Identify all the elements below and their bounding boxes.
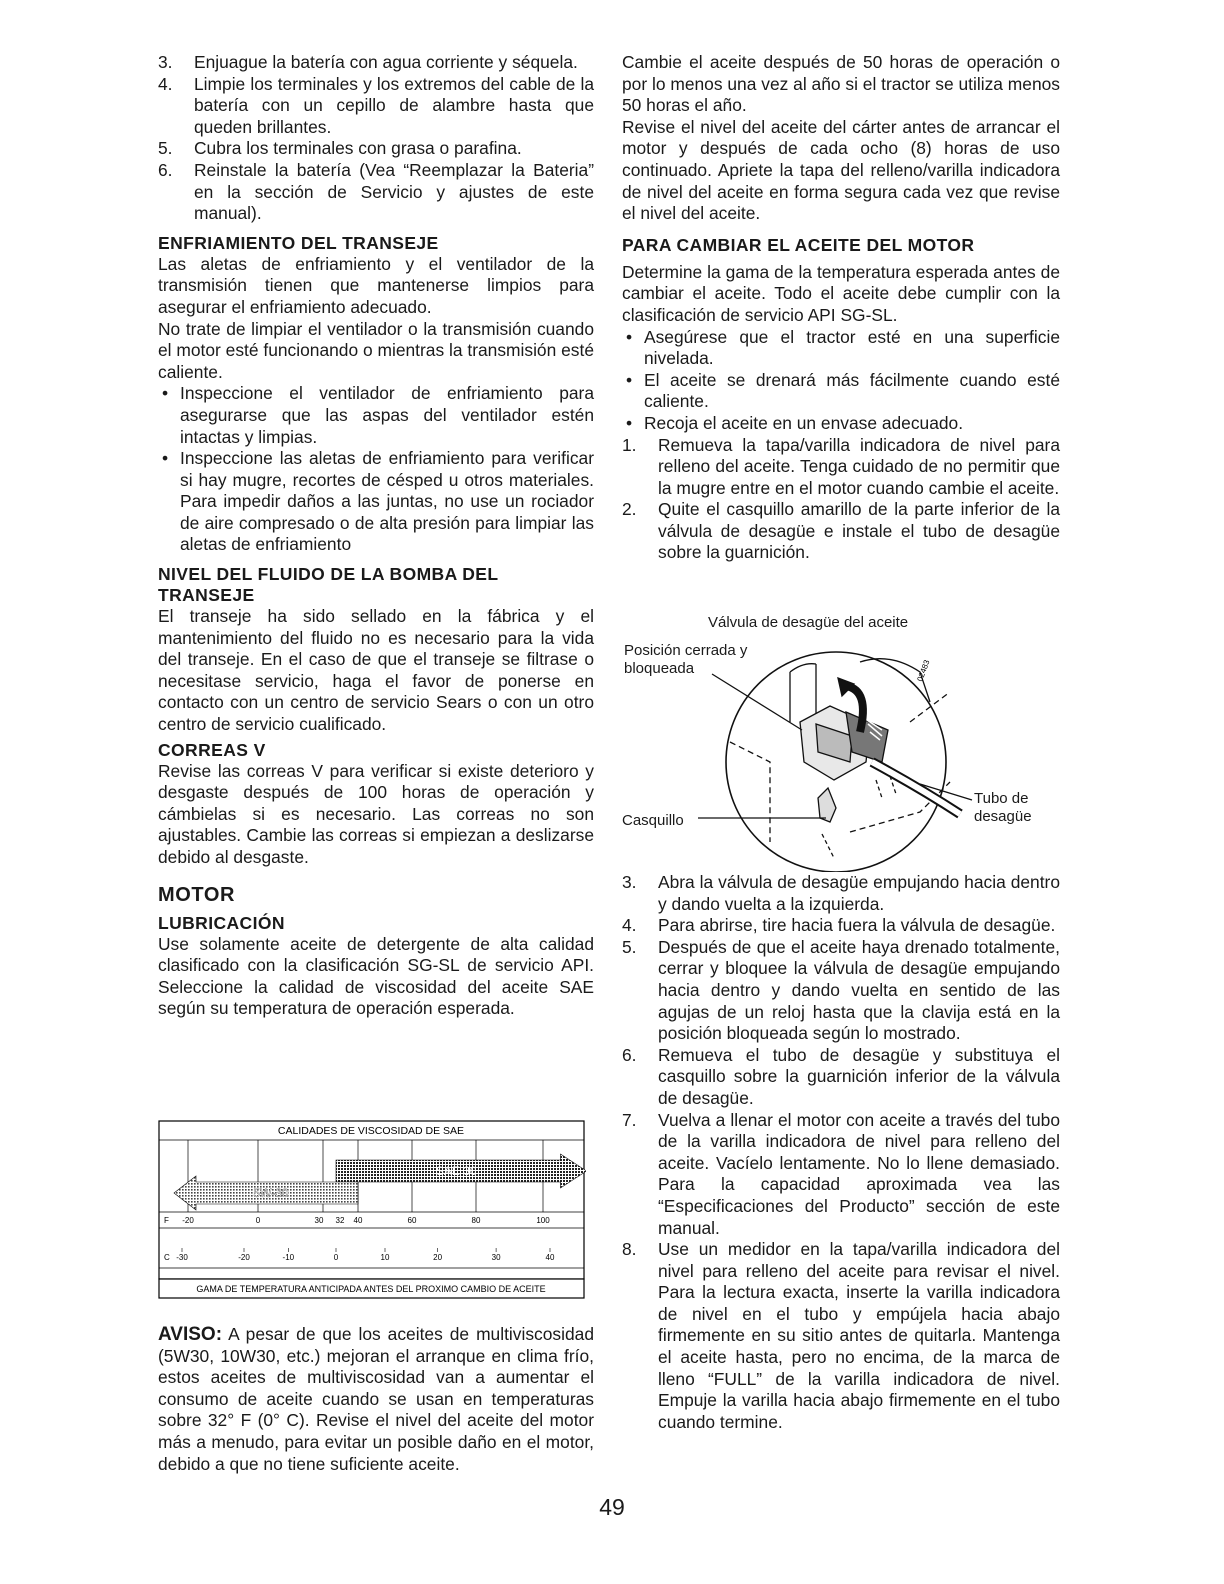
cooling-bullets <box>158 383 594 556</box>
lubrication-heading: LUBRICACIÓN <box>158 912 285 933</box>
change-oil-bullets <box>622 327 1060 435</box>
list-item: 4. Para abrirse, tire hacia fuera la válvula de desagüe. <box>622 915 1056 936</box>
belts-heading: CORREAS V <box>158 739 266 760</box>
figure-code: 02483 <box>915 658 932 683</box>
list-item: 1. Remueva la tapa/varilla indicadora de nivel para relleno del aceite. Tenga cuidado de no permitir que la mugre entre en el motor cuando cambie el aceite. <box>622 434 1060 498</box>
tick-label-c: 0 <box>333 1253 339 1262</box>
change-oil-paragraph: Determine la gama de la temperatura esperada antes de cambiar el aceite. Todo el aceite debe cumplir con la clasificación de servicio API SG-SL. <box>622 261 1060 325</box>
label-closed-position: Posición cerrada y <box>624 642 748 659</box>
list-item: • El aceite se drenará más fácilmente cuando esté caliente. <box>626 369 1060 412</box>
list-item: 3. Enjuague la batería con agua corriente y séquela. <box>158 52 578 72</box>
tick-label-c: 40 <box>545 1253 555 1262</box>
label-drain-tube-2: desagüe <box>974 808 1032 825</box>
tick-label-c: 10 <box>380 1253 390 1262</box>
pump-paragraph: El transeje ha sido sellado en la fábrica y el mantenimiento del fluido no es necesario para la vida del transeje. En el caso de que el transeje se filtrase o necesitase servicio, haga el favor de ponerse en contacto con un centro de servicio Sears o con un otro centro de servicio cualificado. <box>158 606 594 735</box>
drain-valve-figure <box>620 612 1060 872</box>
chart-footer: GAMA DE TEMPERATURA ANTICIPADA ANTES DEL PROXIMO CAMBIO DE ACEITE <box>196 1284 546 1294</box>
tick-label-c: -20 <box>238 1253 250 1262</box>
list-item: • Inspeccione el ventilador de enfriamiento para asegurarse que las aspas del ventilador estén intactas y limpias. <box>162 383 594 447</box>
list-item: 6. Reinstale la batería (Vea “Reemplazar la Bateria” en la sección de Servicio y ajustes de este manual). <box>158 159 594 224</box>
list-item: 4. Limpie los terminales y los extremos del cable de la batería con un cepillo de alambre hasta que queden brillantes. <box>158 73 594 137</box>
bar-label-sae-30: SAE 30 <box>435 1164 477 1178</box>
axis-f-label: F <box>164 1216 169 1225</box>
list-item: 5. Después de que el aceite haya drenado totalmente, cerrar y bloquee la válvula de desagüe empujando hacia dentro y dando vuelta en sentido de las agujas de un reloj hasta que la clavija está en la posición bloqueada según lo mostrado. <box>622 936 1060 1044</box>
bullet-icon: • <box>162 448 169 469</box>
bullet-icon: • <box>626 369 633 390</box>
bullet-icon: • <box>626 412 633 433</box>
cooling-paragraph-1: Las aletas de enfriamiento y el ventilador de la transmisión tienen que mantenerse limpios para asegurar el enfriamiento adecuado. <box>158 253 594 317</box>
tick-label-f: 40 <box>353 1216 363 1225</box>
tick-label-c: -30 <box>176 1253 188 1262</box>
list-item: 7. Vuelva a llenar el motor con aceite a través del tubo de la varilla indicadora de nivel para relleno del aceite. Vacíelo lentamente. No lo llene demasiado. Para la capacidad aproximada vea las “Especificaciones del Producto” sección de este manual. <box>622 1109 1060 1238</box>
right-column <box>622 52 1060 564</box>
tick-label-f: 100 <box>536 1216 550 1225</box>
tick-label-f: 32 <box>335 1216 345 1225</box>
page-number: 49 <box>599 1494 625 1520</box>
list-item: 5. Cubra los terminales con grasa o parafina. <box>158 138 522 159</box>
list-item: • Recoja el aceite en un envase adecuado. <box>626 412 964 433</box>
tick-label-f: 60 <box>407 1216 417 1225</box>
list-item: • Asegúrese que el tractor esté en una superficie nivelada. <box>626 326 1060 369</box>
drain-valve-illustration <box>620 612 1060 872</box>
list-item: 6. Remueva el tubo de desagüe y substituya el casquillo sobre la guarnición inferior de la válvula de desagüe. <box>622 1044 1060 1108</box>
tick-label-f: -20 <box>182 1216 194 1225</box>
oil-change-paragraph: Cambie el aceite después de 50 horas de operación o por lo menos una vez al año si el tractor se utiliza menos 50 horas el año. <box>622 52 1060 116</box>
change-oil-steps-a <box>622 435 1060 565</box>
viscosity-chart <box>158 1120 586 1300</box>
right-column-steps-b <box>622 872 1060 1433</box>
tick-label-f: 0 <box>255 1216 261 1225</box>
cooling-heading: ENFRIAMIENTO DEL TRANSEJE <box>158 232 439 253</box>
bar-label-5w-30: 5W-30 <box>253 1186 289 1200</box>
tick-label-c: 20 <box>433 1253 443 1262</box>
list-item: 2. Quite el casquillo amarillo de la parte inferior de la válvula de desagüe e instale el tubo de desagüe sobre la guarnición. <box>622 499 1060 563</box>
label-locked: bloqueada <box>624 660 695 677</box>
change-oil-steps-b <box>622 872 1060 1433</box>
bullet-icon: • <box>626 326 633 347</box>
figure-title: Válvula de desagüe del aceite <box>708 614 909 631</box>
tick-label-f: 80 <box>471 1216 481 1225</box>
tick-label-c: -10 <box>282 1253 295 1262</box>
cooling-paragraph-2: No trate de limpiar el ventilador o la transmisión cuando el motor esté funcionando o mientras la transmisión esté caliente. <box>158 318 594 382</box>
tick-label-f: 30 <box>314 1216 324 1225</box>
motor-heading: MOTOR <box>158 883 236 906</box>
chart-title: CALIDADES DE VISCOSIDAD DE SAE <box>277 1125 465 1137</box>
change-oil-heading: PARA CAMBIAR EL ACEITE DEL MOTOR <box>622 234 975 255</box>
oil-check-paragraph: Revise el nivel del aceite del cárter antes de arrancar el motor y después de cada ocho (8) horas de uso continuado. Apriete la tapa del relleno/varilla indicadora de nivel del aceite en forma segura cada vez que revise el nivel del aceite. <box>622 116 1060 224</box>
left-column <box>158 52 594 1020</box>
aviso-paragraph: AVISO: A pesar de que los aceites de multiviscosidad (5W30, 10W30, etc.) mejoran el arranque en clima frío, estos aceites de multiviscosidad van a aumentar el consumo de aceite cuando se usan en temperaturas sobre 32° F (0° C). Revise el nivel del aceite del motor más a menudo, para evitar un posible daño en el motor, debido a que no tiene suficiente aceite. <box>158 1324 594 1474</box>
list-item: • Inspeccione las aletas de enfriamiento para verificar si hay mugre, recortes de césped u otros materiales. Para impedir daños a las juntas, no use un rociador de aire compresado o de alta presión para limpiar las aletas de enfriamiento <box>162 448 594 555</box>
list-item: 8. Use un medidor en la tapa/varilla indicadora del nivel para relleno del aceite para revisar el nivel. Para la lectura exacta, inserte la varilla indicadora de nivel en el tubo y empújela hacia abajo firmemente en su sitio antes de quitarla. Mantenga el aceite hasta, pero no encima, de la marca de lleno “FULL” de la varilla indicadora de nivel. Empuje la varilla hacia abajo firmemente en el tubo cuando termine. <box>622 1239 1060 1432</box>
aviso-label: AVISO: <box>158 1324 223 1345</box>
list-item: 3. Abra la válvula de desagüe empujando hacia dentro y dando vuelta a la izquierda. <box>622 872 1060 914</box>
belts-paragraph: Revise las correas V para verificar si existe deterioro y desgaste después de 100 horas de operación y cámbielas si es necesario. Las correas no son ajustables. Cambie las correas si empiezan a deslizarse debido al desgaste. <box>158 760 594 867</box>
bullet-icon: • <box>162 383 169 404</box>
label-drain-tube-1: Tubo de <box>974 790 1029 807</box>
pump-heading: NIVEL DEL FLUIDO DE LA BOMBA DEL TRANSEJE <box>158 564 499 606</box>
battery-steps-list <box>158 52 594 225</box>
tick-label-c: 30 <box>491 1253 501 1262</box>
lubrication-paragraph: Use solamente aceite de detergente de alta calidad clasificado con la clasificación SG-SL de servicio API. Seleccione la calidad de viscosidad del aceite SAE según su temperatura de operación esperada. <box>158 933 594 1019</box>
axis-c-label: C <box>164 1253 170 1262</box>
label-cap: Casquillo <box>622 812 684 829</box>
